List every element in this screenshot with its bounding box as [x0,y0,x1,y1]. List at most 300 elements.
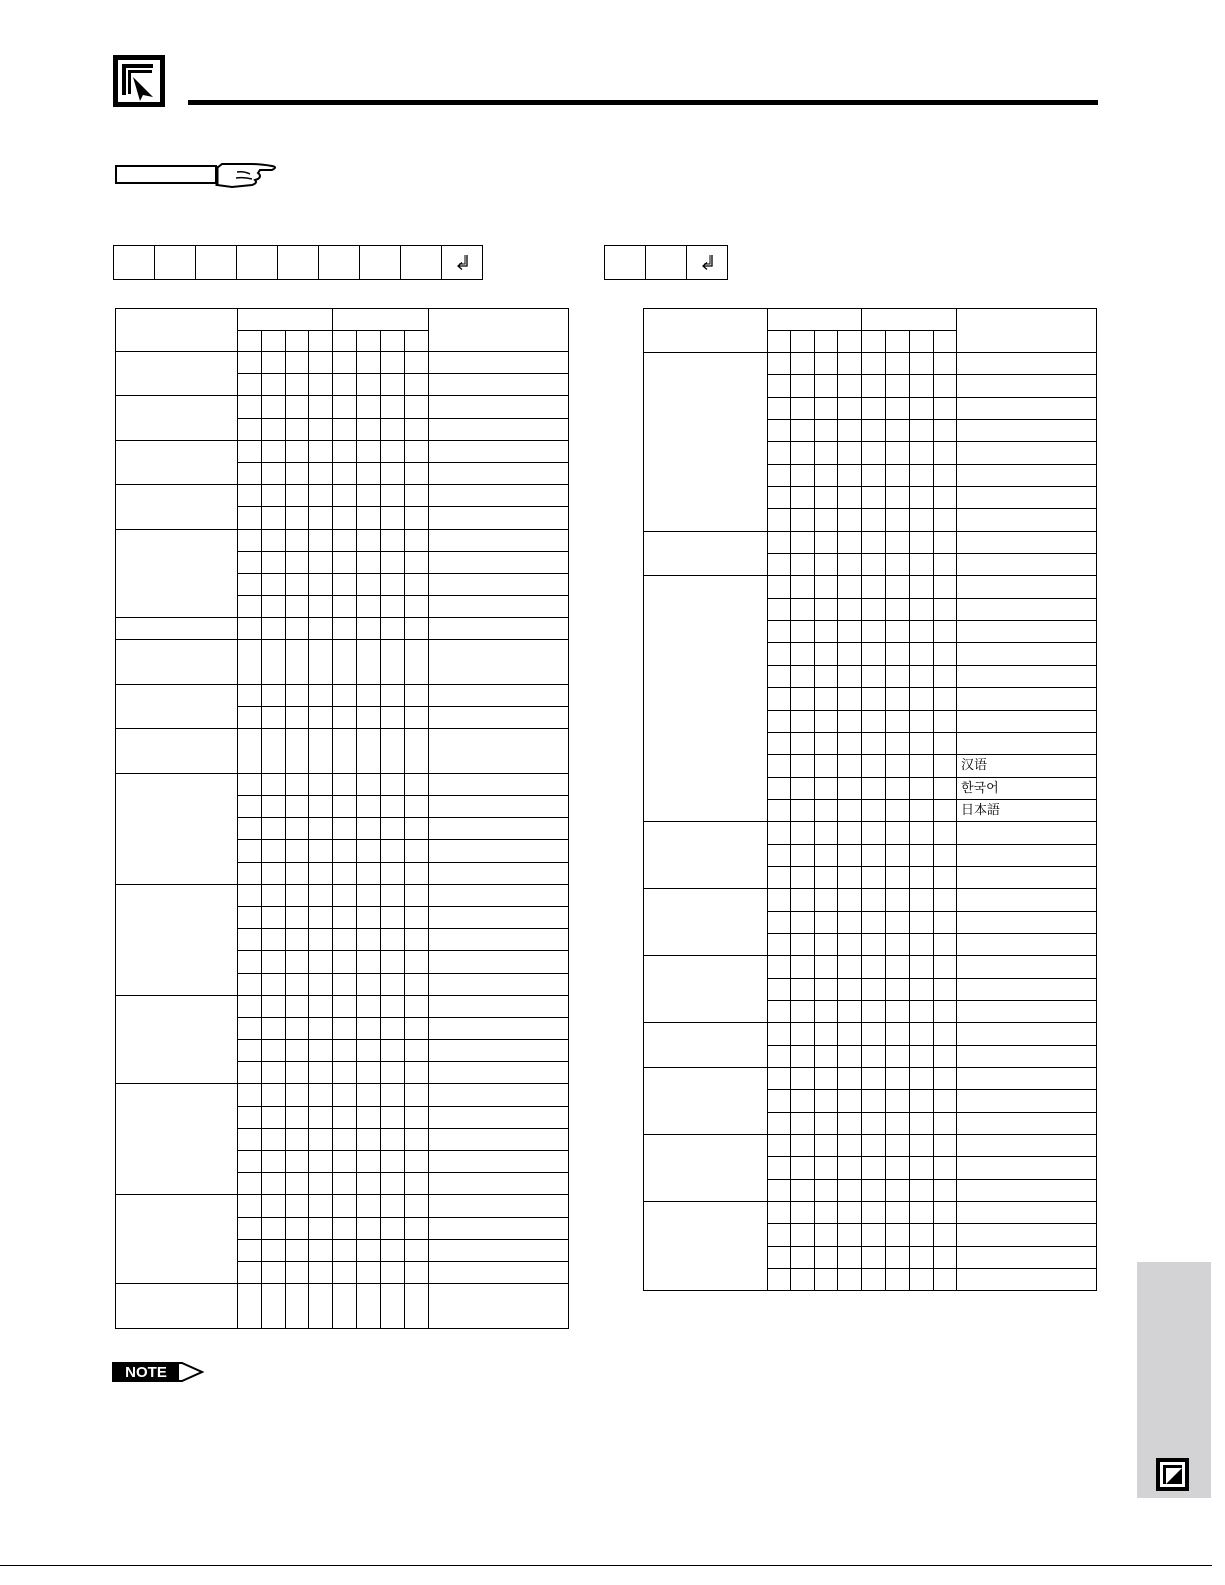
param-cell [934,1135,957,1157]
param-cell [815,1090,838,1112]
param-cell [934,1068,957,1090]
param-cell [791,777,815,799]
param-cell [262,973,286,995]
param-cell [815,1224,838,1246]
param-cell [862,1000,886,1022]
header-cell [644,309,768,353]
value-cell [429,707,569,729]
param-cell [309,485,333,507]
param-cell [838,844,862,866]
param-cell [286,418,309,440]
header-sub-cell [886,331,910,353]
param-cell [357,951,381,973]
param-cell [333,551,357,573]
value-cell [957,732,1097,754]
param-cell [886,1045,910,1067]
param-cell [309,729,333,774]
param-cell [910,442,934,464]
param-cell [238,352,262,374]
param-cell [768,933,791,955]
param-cell [262,640,286,685]
param-cell [405,485,429,507]
param-cell [838,1269,862,1291]
param-cell [381,951,405,973]
note-label: NOTE [125,1364,167,1381]
param-cell [862,576,886,598]
param-cell [381,818,405,840]
param-cell [862,956,886,978]
item-cell [116,995,238,1084]
item-cell [644,576,768,822]
param-cell [405,1084,429,1106]
param-cell [405,773,429,795]
param-cell [768,576,791,598]
param-cell [357,374,381,396]
param-cell [910,1112,934,1134]
param-cell [862,1269,886,1291]
table-row [116,773,569,795]
param-cell [768,1269,791,1291]
value-cell [429,796,569,818]
param-cell [768,732,791,754]
param-cell [910,822,934,844]
header-sub-cell [405,331,429,352]
param-cell [838,1135,862,1157]
param-cell [934,710,957,732]
param-cell [238,729,262,774]
param-cell [262,818,286,840]
param-cell [934,844,957,866]
param-cell [286,729,309,774]
param-cell [910,576,934,598]
param-cell [309,1084,333,1106]
command-char-box [604,245,646,280]
param-cell [333,1106,357,1128]
value-cell [429,440,569,462]
param-cell [405,1217,429,1239]
param-cell [791,1045,815,1067]
param-cell [886,732,910,754]
header-cell [333,309,429,331]
param-cell [934,1202,957,1224]
param-cell [333,1217,357,1239]
header-sub-cell [357,331,381,352]
param-cell [791,1090,815,1112]
param-cell [815,844,838,866]
param-cell [815,1000,838,1022]
param-cell [815,755,838,777]
value-cell [429,1062,569,1084]
param-cell [934,442,957,464]
value-cell [957,643,1097,665]
table-row [644,1202,1097,1224]
param-cell [333,1151,357,1173]
param-cell [381,884,405,906]
param-cell [262,352,286,374]
param-cell [934,621,957,643]
header-sub-cell [768,331,791,353]
param-cell [238,951,262,973]
header-cell [957,309,1097,353]
param-cell [286,973,309,995]
param-cell [262,862,286,884]
param-cell [357,1173,381,1195]
bottom-rule [0,1565,1212,1566]
param-cell [357,640,381,685]
param-cell [309,551,333,573]
value-cell [957,1202,1097,1224]
param-cell [934,1246,957,1268]
param-cell [815,621,838,643]
param-cell [886,911,910,933]
param-cell [405,929,429,951]
param-cell [262,573,286,595]
value-cell [957,1135,1097,1157]
item-cell [644,1023,768,1068]
param-cell [910,464,934,486]
param-cell [838,1000,862,1022]
param-cell [262,707,286,729]
param-cell [815,933,838,955]
param-cell [238,773,262,795]
param-cell [862,1068,886,1090]
param-cell [286,995,309,1017]
param-cell [934,822,957,844]
param-cell [815,866,838,888]
param-cell [934,576,957,598]
item-cell [116,440,238,484]
param-cell [309,640,333,685]
param-cell [910,375,934,397]
param-cell [357,551,381,573]
item-cell [116,529,238,618]
value-cell [429,729,569,774]
param-cell [768,889,791,911]
param-cell [333,862,357,884]
value-cell [429,1040,569,1062]
param-cell [381,973,405,995]
table-row [116,396,569,418]
param-cell [381,1151,405,1173]
param-cell [333,1017,357,1039]
item-cell [116,684,238,728]
param-cell [815,442,838,464]
param-cell [405,618,429,640]
param-cell [838,487,862,509]
param-cell [791,576,815,598]
param-cell [910,1135,934,1157]
param-cell [381,1173,405,1195]
param-cell [862,1112,886,1134]
param-cell [862,755,886,777]
param-cell [910,1269,934,1291]
param-cell [768,487,791,509]
param-cell [381,1062,405,1084]
item-cell [644,1202,768,1291]
param-cell [886,1224,910,1246]
param-cell [357,462,381,484]
value-cell [429,596,569,618]
param-cell [309,1017,333,1039]
header-sub-cell [815,331,838,353]
param-cell [357,840,381,862]
param-cell [333,507,357,529]
item-cell [116,773,238,884]
param-cell [815,1112,838,1134]
value-cell [957,822,1097,844]
param-cell [262,1261,286,1283]
param-cell [838,1023,862,1045]
note-badge [112,1362,204,1382]
param-cell [309,862,333,884]
param-cell [791,1179,815,1201]
param-cell [333,818,357,840]
param-cell [309,796,333,818]
param-cell [815,777,838,799]
param-cell [934,732,957,754]
param-cell [934,643,957,665]
param-cell [262,929,286,951]
param-cell [286,396,309,418]
value-cell [429,551,569,573]
param-cell [286,529,309,551]
param-cell [886,956,910,978]
param-cell [262,1017,286,1039]
param-cell [286,596,309,618]
param-cell [333,951,357,973]
value-cell [429,1173,569,1195]
param-cell [815,554,838,576]
param-cell [333,440,357,462]
param-cell [286,1128,309,1150]
param-cell [862,889,886,911]
param-cell [381,440,405,462]
return-key-icon [686,245,728,280]
param-cell [405,507,429,529]
table-row [116,485,569,507]
param-cell [405,684,429,706]
param-cell [815,1246,838,1268]
item-cell [116,1284,238,1329]
param-cell [768,397,791,419]
param-cell [862,665,886,687]
param-cell [238,1195,262,1217]
param-cell [333,462,357,484]
param-cell [768,1068,791,1090]
param-cell [768,1000,791,1022]
param-cell [791,978,815,1000]
param-cell [405,1017,429,1039]
param-cell [910,688,934,710]
param-cell [381,707,405,729]
param-cell [405,418,429,440]
param-cell [262,1239,286,1261]
param-cell [286,618,309,640]
param-cell [357,818,381,840]
param-cell [238,573,262,595]
param-cell [381,529,405,551]
param-cell [357,1062,381,1084]
param-cell [934,978,957,1000]
param-cell [934,487,957,509]
param-cell [934,1269,957,1291]
header-cell [238,309,333,331]
param-cell [768,353,791,375]
param-cell [381,462,405,484]
param-cell [838,621,862,643]
item-cell [644,822,768,889]
param-cell [886,688,910,710]
param-cell [262,1217,286,1239]
param-cell [405,906,429,928]
param-cell [238,1217,262,1239]
param-cell [405,440,429,462]
param-cell [862,397,886,419]
param-cell [768,799,791,821]
param-cell [768,375,791,397]
param-cell [309,396,333,418]
value-cell [429,485,569,507]
param-cell [357,418,381,440]
param-cell [862,933,886,955]
param-cell [262,995,286,1017]
param-cell [934,933,957,955]
value-cell [429,862,569,884]
param-cell [886,866,910,888]
param-cell [886,1068,910,1090]
param-cell [238,1062,262,1084]
command-char-box [236,245,278,280]
value-cell [429,929,569,951]
param-cell [333,906,357,928]
param-cell [791,866,815,888]
param-cell [238,1084,262,1106]
appendix-pointer-icon [113,55,165,107]
param-cell [238,862,262,884]
value-cell [429,462,569,484]
param-cell [791,621,815,643]
param-cell [791,1023,815,1045]
header-sub-cell [838,331,862,353]
param-cell [238,796,262,818]
param-cell [910,353,934,375]
value-cell [429,951,569,973]
param-cell [381,1261,405,1283]
param-cell [262,884,286,906]
param-cell [238,906,262,928]
param-cell [357,507,381,529]
value-cell [429,507,569,529]
param-cell [862,710,886,732]
param-cell [309,973,333,995]
value-cell [957,554,1097,576]
param-cell [862,1023,886,1045]
param-cell [886,598,910,620]
param-cell [934,353,957,375]
command-char-box [645,245,687,280]
param-cell [405,1128,429,1150]
header-sub-cell [286,331,309,352]
param-cell [381,729,405,774]
param-cell [768,1023,791,1045]
param-cell [862,1090,886,1112]
param-cell [381,596,405,618]
param-cell [791,755,815,777]
param-cell [286,640,309,685]
command-format-right [604,245,727,280]
param-cell [838,1224,862,1246]
param-cell [333,1128,357,1150]
param-cell [862,1179,886,1201]
param-cell [262,906,286,928]
param-cell [862,1224,886,1246]
param-cell [262,684,286,706]
param-cell [357,573,381,595]
param-cell [862,531,886,553]
param-cell [286,906,309,928]
header-rule [188,100,1098,105]
param-cell [357,1128,381,1150]
param-cell [357,1151,381,1173]
param-cell [815,799,838,821]
value-cell [429,1106,569,1128]
value-cell [957,1090,1097,1112]
param-cell [886,1112,910,1134]
param-cell [815,420,838,442]
param-cell [238,640,262,685]
param-cell [333,773,357,795]
param-cell [768,956,791,978]
param-cell [934,688,957,710]
param-cell [357,440,381,462]
param-cell [934,799,957,821]
param-cell [910,643,934,665]
param-cell [405,529,429,551]
param-cell [262,507,286,529]
param-cell [262,551,286,573]
param-cell [309,1062,333,1084]
param-cell [815,1023,838,1045]
param-cell [886,576,910,598]
param-cell [838,375,862,397]
value-cell [429,418,569,440]
value-cell [957,889,1097,911]
param-cell [862,1157,886,1179]
param-cell [309,773,333,795]
param-cell [309,906,333,928]
param-cell [791,822,815,844]
param-cell [815,576,838,598]
param-cell [886,933,910,955]
param-cell [262,618,286,640]
param-cell [768,420,791,442]
param-cell [309,1173,333,1195]
command-char-box [359,245,401,280]
param-cell [381,1217,405,1239]
param-cell [286,1151,309,1173]
param-cell [838,1045,862,1067]
param-cell [238,1173,262,1195]
param-cell [357,884,381,906]
param-cell [333,418,357,440]
param-cell [791,911,815,933]
param-cell [309,929,333,951]
param-cell [768,978,791,1000]
param-cell [910,598,934,620]
param-cell [838,777,862,799]
value-cell [429,684,569,706]
param-cell [357,485,381,507]
